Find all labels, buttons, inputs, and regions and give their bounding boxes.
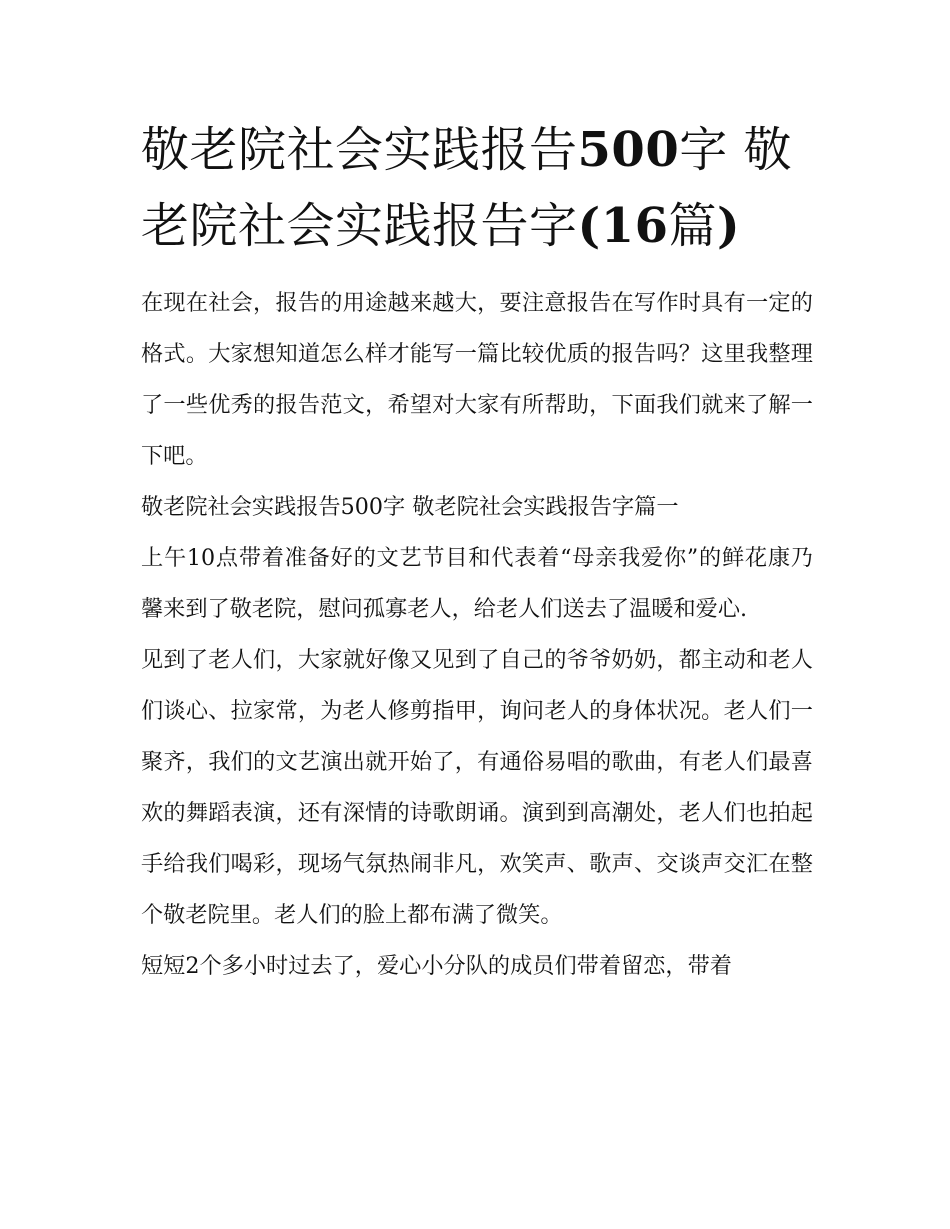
title-number: ) <box>717 198 741 254</box>
document-body <box>141 112 813 992</box>
section-heading: 敬老院社会实践报告500字 敬老院社会实践报告字篇一 <box>141 494 679 520</box>
body-paragraph: 上午10点带着准备好的文艺节目和代表着“母亲我爱你”的鲜花康乃馨来到了敬老院，慰问孤寡老人，给老人们送去了温暖和爱心. <box>141 545 813 622</box>
body-paragraph: 见到了老人们，大家就好像又见到了自己的爷爷奶奶，都主动和老人们谈心、拉家常，为老人修剪指甲，询问老人的身体状况。老人们一聚齐，我们的文艺演出就开始了，有通俗易唱的歌曲，有老人们最喜欢的舞蹈表演，还有深情的诗歌朗诵。演到到高潮处，老人们也拍起手给我们喝彩，现场气氛热闹非凡，欢笑声、歌声、交谈声交汇在整个敬老院里。老人们的脸上都布满了微笑。 <box>141 647 813 928</box>
document-title: 敬老院社会实践报告500字 敬老院社会实践报告字(16篇) <box>141 122 792 254</box>
title-number: 500 <box>577 122 680 178</box>
title-number: (16 <box>577 198 669 254</box>
body-paragraph: 短短2个多小时过去了，爱心小分队的成员们带着留恋，带着 <box>141 953 732 979</box>
intro-paragraph: 在现在社会，报告的用途越来越大，要注意报告在写作时具有一定的格式。大家想知道怎么样才能写一篇比较优质的报告吗？这里我整理了一些优秀的报告范文，希望对大家有所帮助，下面我们就来了解一下吧。 <box>141 290 813 469</box>
